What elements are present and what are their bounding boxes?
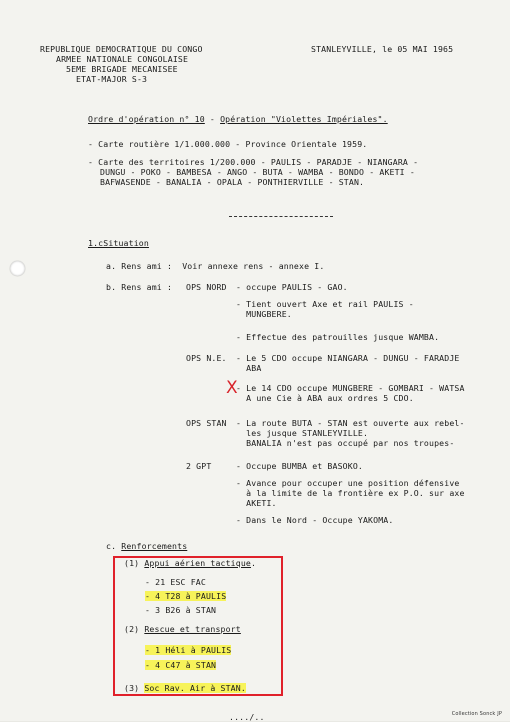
order-line: Ordre d'opération n° 10 - Opération "Violettes Impériales". bbox=[88, 114, 388, 124]
rescue-item-highlighted: - 4 C47 à STAN bbox=[145, 660, 217, 670]
situation-a: a. Rens ami : Voir annexe rens - annexe I. bbox=[106, 261, 325, 271]
appui-item-highlighted: - 4 T28 à PAULIS bbox=[145, 591, 227, 601]
situation-b-prefix: b. Rens ami : bbox=[106, 282, 178, 292]
place-date: STANLEYVILLE, le 05 MAI 1965 bbox=[311, 44, 454, 54]
ops-stan-item: - La route BUTA - STAN est ouverte aux rebel- bbox=[236, 418, 465, 428]
gpt-label: 2 GPT bbox=[186, 461, 212, 471]
ops-nord-label: OPS NORD bbox=[186, 282, 227, 292]
ops-nord-item: MUNGBERE. bbox=[236, 309, 292, 319]
gpt-item: - Occupe BUMBA et BASOKO. bbox=[236, 461, 363, 471]
map-reference: - Carte routière 1/1.000.000 - Province Orientale 1959. bbox=[88, 139, 368, 149]
order-number: Ordre d'opération n° 10 bbox=[88, 114, 205, 124]
renforcements-line bbox=[106, 541, 187, 551]
appui-item: - 3 B26 à STAN bbox=[145, 605, 217, 615]
ops-nord-item: - Effectue des patrouilles jusque WAMBA. bbox=[236, 332, 440, 342]
ops-nord-item: - occupe PAULIS - GAO. bbox=[236, 282, 348, 292]
appui-item: - 21 ESC FAC bbox=[145, 577, 206, 587]
situation-heading: 1.cSituation bbox=[88, 238, 149, 248]
ops-ne-item: ABA bbox=[236, 363, 262, 373]
soc-number: (3) bbox=[124, 683, 145, 693]
ops-ne-label: OPS N.E. bbox=[186, 353, 227, 363]
punch-hole bbox=[10, 261, 25, 276]
gpt-item: - Avance pour occuper une position défensive bbox=[236, 478, 460, 488]
rescue-number: (2) bbox=[124, 624, 145, 634]
org-line: 5EME BRIGADE MECANISEE bbox=[66, 64, 178, 74]
operation-name: Opération "Violettes Impériales". bbox=[220, 114, 388, 124]
appui-heading: (1) Appui aérien tactique. bbox=[124, 558, 257, 568]
org-line: REPUBLIQUE DEMOCRATIQUE DU CONGO bbox=[40, 44, 203, 54]
ops-stan-item: BANALIA n'est pas occupé par nos troupes- bbox=[236, 438, 455, 448]
map-reference: BAFWASENDE - BANALIA - OPALA - PONTHIERVILLE - STAN. bbox=[100, 177, 365, 187]
page-continuation-marker: ..../.. bbox=[229, 712, 265, 722]
rescue-title: Rescue et transport bbox=[144, 624, 241, 634]
rescue-heading bbox=[124, 624, 241, 634]
org-line: ARMEE NATIONALE CONGOLAISE bbox=[56, 54, 189, 64]
gpt-item: - Dans le Nord - Occupe YAKOMA. bbox=[236, 515, 394, 525]
map-reference: DUNGU - POKO - BAMBESA - ANGO - BUTA - WAMBA - BONDO - AKETI - bbox=[100, 167, 415, 177]
appui-title: Appui aérien tactique bbox=[144, 558, 251, 568]
collection-credit: Collection Sonck JP bbox=[451, 711, 502, 717]
soc-line bbox=[124, 683, 246, 693]
renforcements-prefix: c. bbox=[106, 541, 122, 551]
soc-text-highlighted: Soc Rav. Air à STAN. bbox=[144, 683, 246, 693]
separator-rule bbox=[229, 216, 333, 217]
rescue-item-highlighted: - 1 Héli à PAULIS bbox=[145, 645, 232, 655]
ops-ne-item: - Le 14 CDO occupe MUNGBERE - GOMBARI - WATSA bbox=[236, 383, 465, 393]
ops-ne-item: A une Cie à ABA aux ordres 5 CDO. bbox=[236, 393, 414, 403]
ops-nord-item: - Tient ouvert Axe et rail PAULIS - bbox=[236, 299, 414, 309]
appui-number: (1) bbox=[124, 558, 145, 568]
gpt-item: AKETI. bbox=[236, 498, 277, 508]
map-reference: - Carte des territoires 1/200.000 - PAULIS - PARADJE - NIANGARA - bbox=[88, 157, 419, 167]
ops-stan-label: OPS STAN bbox=[186, 418, 227, 428]
handwritten-x-mark: X bbox=[226, 378, 238, 398]
ops-stan-item: les jusque STANLEYVILLE. bbox=[236, 428, 369, 438]
ops-ne-item: - Le 5 CDO occupe NIANGARA - DUNGU - FARADJE bbox=[236, 353, 460, 363]
org-line: ETAT-MAJOR S-3 bbox=[76, 74, 148, 84]
renforcements-heading: Renforcements bbox=[121, 541, 188, 551]
gpt-item: à la limite de la frontière ex P.O. sur axe bbox=[236, 488, 465, 498]
